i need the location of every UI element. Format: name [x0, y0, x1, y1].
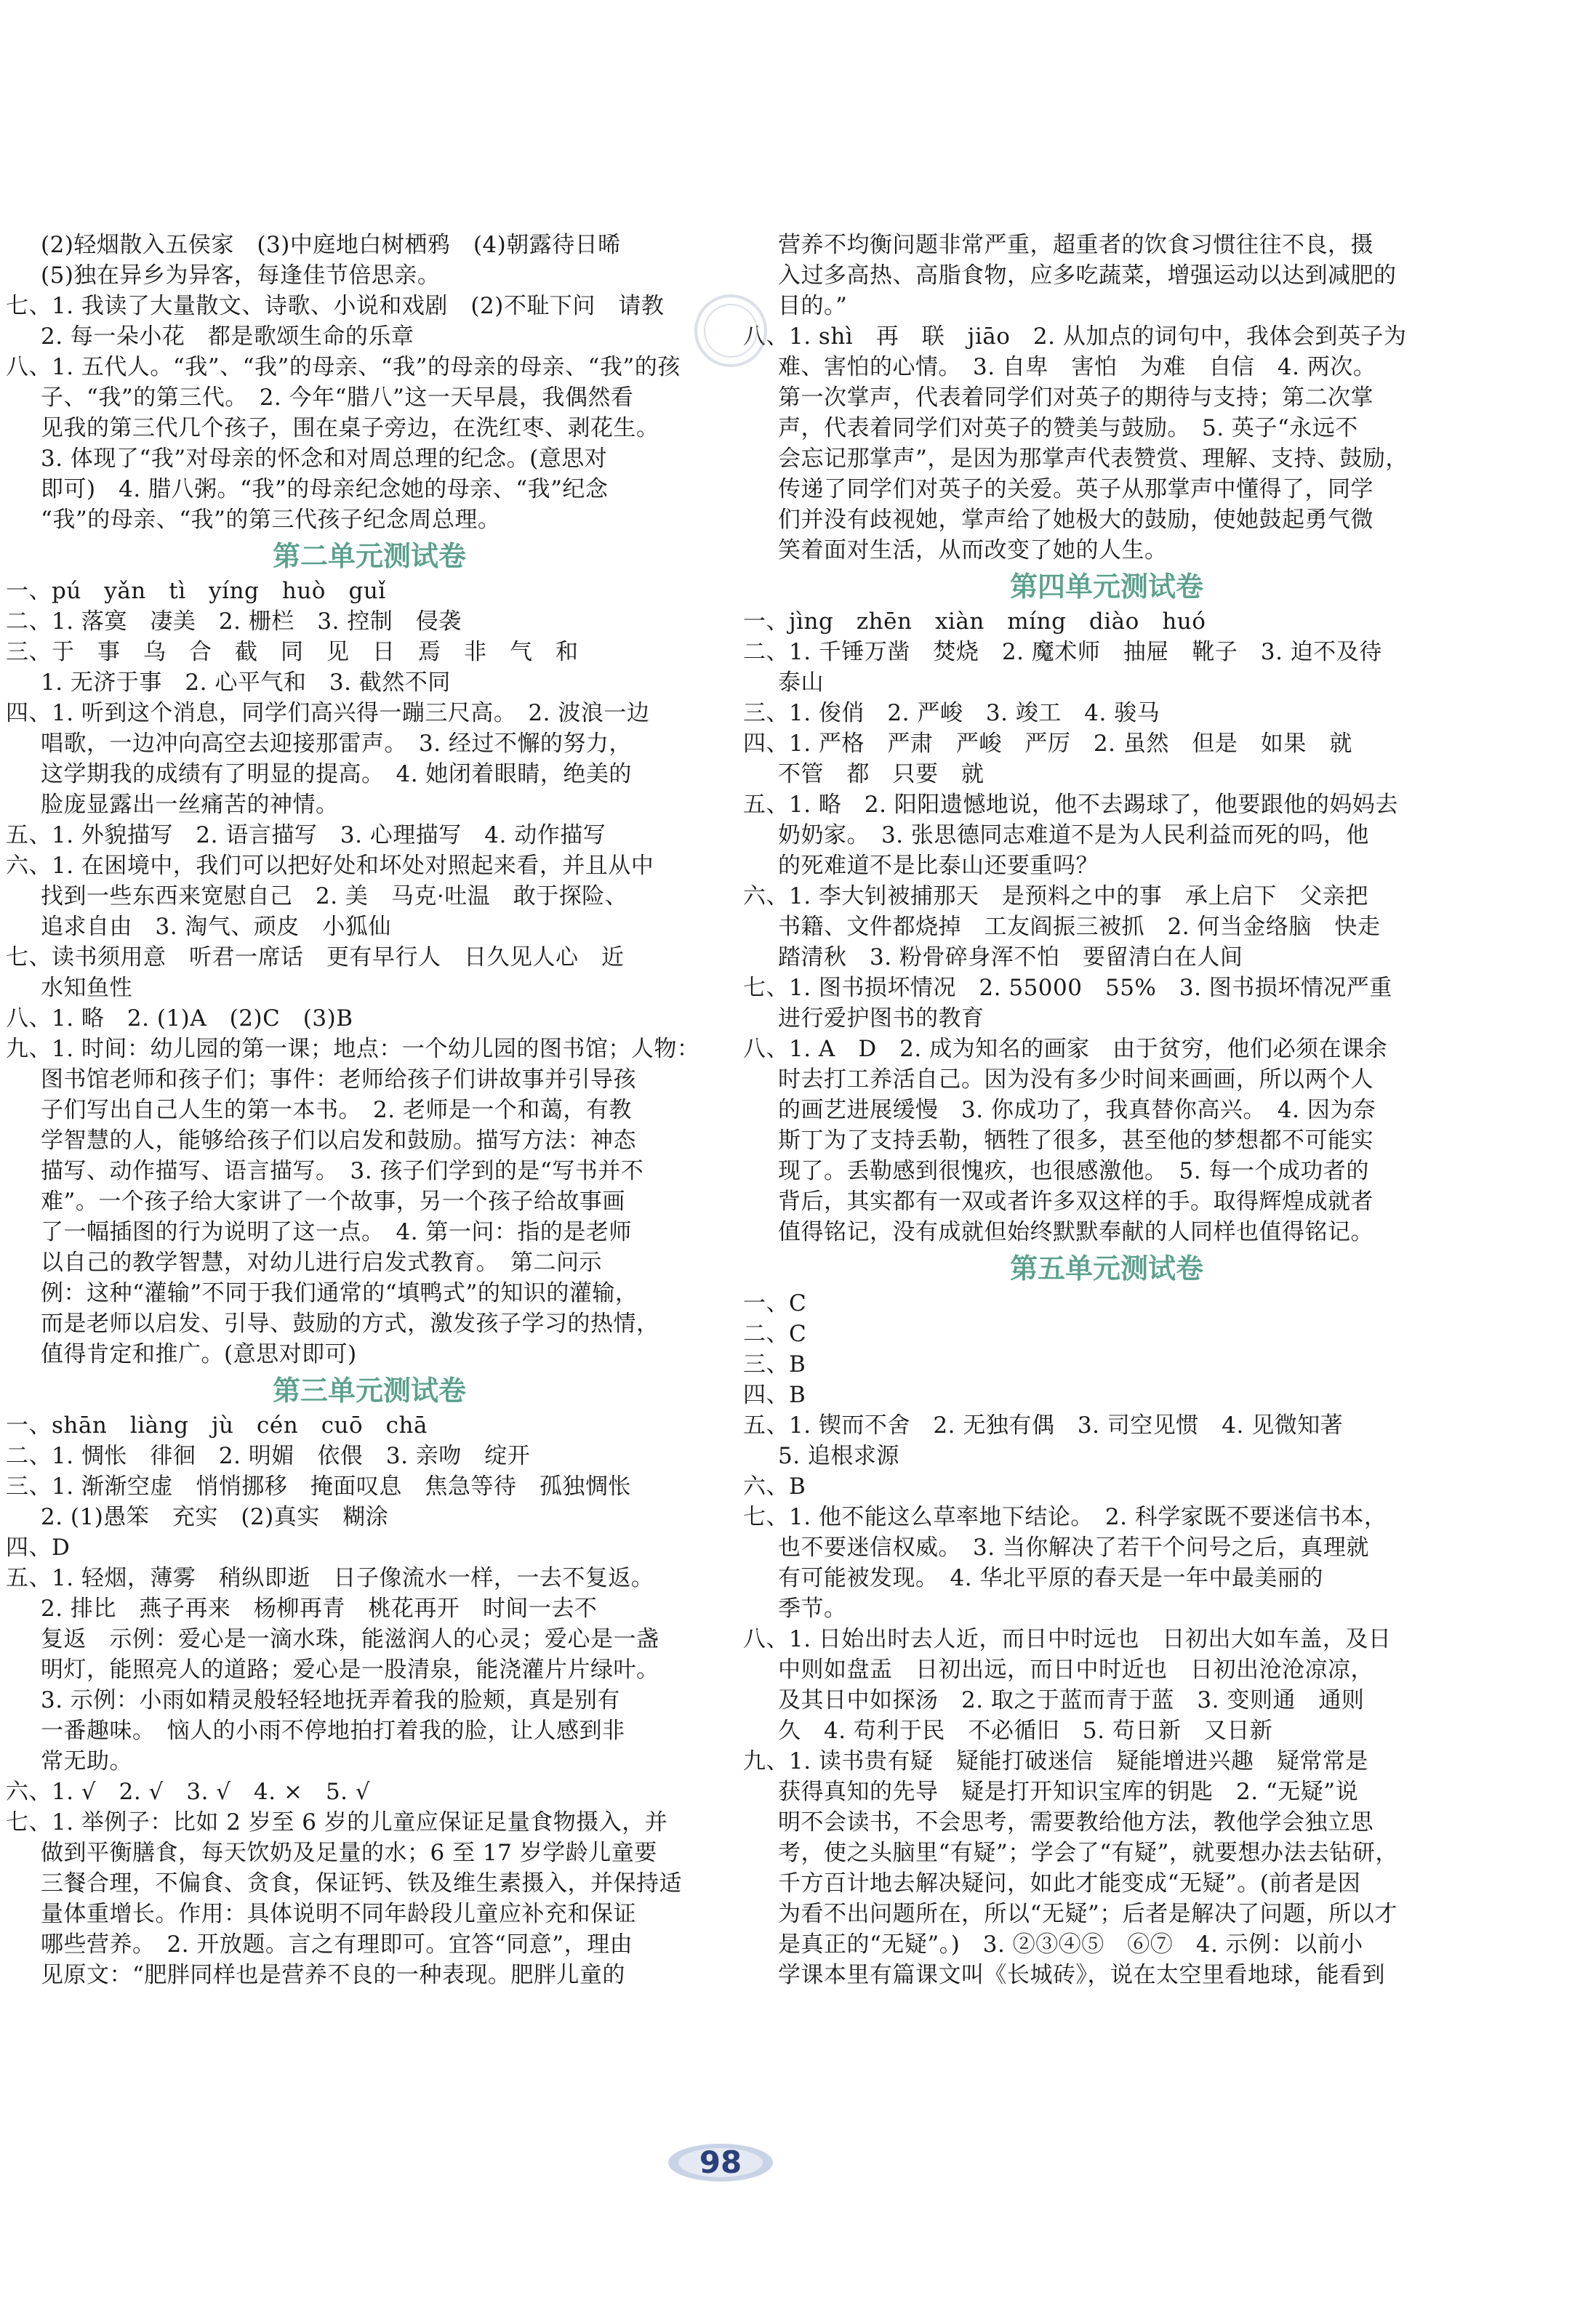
answer-line: 考，使之头脑里“有疑”；学会了“有疑”，就要想办法去钻研，: [778, 1840, 1398, 1866]
answer-line: 而是老师以启发、引导、鼓励的方式，激发孩子学习的热情，: [41, 1311, 659, 1337]
answer-line: 复返 示例：爱心是一滴水珠，能滋润人的心灵；爱心是一盏: [41, 1626, 659, 1652]
left-column: [6, 230, 733, 1990]
answer-line: 进行爱护图书的教育: [778, 1005, 985, 1032]
answer-line: 学智慧的人，能够给孩子们以启发和鼓励。描写方法：神态: [41, 1127, 636, 1154]
right-column: [743, 230, 1470, 1990]
answer-line: 学课本里有篇课文叫《长城砖》，说在太空里看地球，能看到: [778, 1962, 1385, 1988]
answer-line: 中则如盘盂 日初出远，而日中时近也 日初出沧沧凉凉，: [778, 1657, 1374, 1683]
answer-line: 脸庞显露出一丝痛苦的神情。: [41, 792, 339, 818]
answer-line: 三、1. 俊俏 2. 严峻 3. 竣工 4. 骏马: [743, 700, 1160, 726]
answer-line: 三餐合理，不偏食、贪食，保证钙、铁及维生素摄入，并保持适: [41, 1870, 682, 1897]
answer-line: 二、1. 惆怅 徘徊 2. 明媚 依偎 3. 亲吻 绽开: [6, 1443, 531, 1469]
answer-line: 六、B: [743, 1473, 806, 1500]
answer-line: 们并没有歧视她，掌声给了她极大的鼓励，使她鼓起勇气微: [778, 507, 1374, 533]
section-heading: 第二单元测试卷: [272, 540, 466, 572]
answer-line: 七、1. 图书损坏情况 2. 55000 55% 3. 图书损坏情况严重: [743, 975, 1392, 1001]
answer-line: 书籍、文件都烧掉 工友阎振三被抓 2. 何当金络脑 快走: [778, 914, 1381, 940]
answer-line: 入过多高热、高脂食物，应多吃蔬菜，增强运动以达到减肥的: [778, 262, 1397, 289]
answer-line: 二、1. 千锤万凿 焚烧 2. 魔术师 抽屉 靴子 3. 迫不及待: [743, 639, 1382, 665]
answer-line: 七、1. 举例子：比如 2 岁至 6 岁的儿童应保证足量食物摄入，并: [6, 1809, 668, 1836]
answer-line: 三、于 事 乌 合 截 同 见 日 焉 非 气 和: [6, 639, 579, 665]
answer-line: 八、1. shì 再 联 jiāo 2. 从加点的词句中，我体会到英子为: [743, 323, 1407, 350]
answer-line: 图书馆老师和孩子们；事件：老师给孩子们讲故事并引导孩: [41, 1066, 636, 1093]
answer-line: 五、1. 略 2. 阳阳遗憾地说，他不去踢球了，他要跟他的妈妈去: [743, 792, 1398, 818]
answer-line: 3. 示例：小雨如精灵般轻轻地抚弄着我的脸颊，真是别有: [41, 1687, 620, 1713]
answer-line: 声，代表着同学们对英子的赞美与鼓励。 5. 英子“永远不: [778, 415, 1358, 441]
answer-line: 难”。一个孩子给大家讲了一个故事，另一个孩子给故事画: [41, 1189, 625, 1215]
answer-line: 七、1. 他不能这么草率地下结论。 2. 科学家既不要迷信书本，: [743, 1504, 1387, 1530]
page-number: 98: [699, 2144, 742, 2180]
answer-line: 例：这种“灌输”不同于我们通常的“填鸭式”的知识的灌输，: [41, 1280, 638, 1306]
answer-line: 八、1. A D 2. 成为知名的画家 由于贫穷，他们必须在课余: [743, 1036, 1388, 1062]
answer-line: 千方百计地去解决疑问，如此才能变成“无疑”。(前者是因: [778, 1870, 1361, 1897]
answer-line: 找到一些东西来宽慰自己 2. 美 马克·吐温 敢于探险、: [41, 883, 628, 909]
answer-line: 3. 体现了“我”对母亲的怀念和对周总理的纪念。(意思对: [41, 446, 608, 472]
answer-line: 以自己的教学智慧，对幼儿进行启发式教育。 第二问示: [41, 1250, 602, 1276]
answer-line: 子、“我”的第三代。 2. 今年“腊八”这一天早晨，我偶然看: [41, 385, 634, 411]
answer-line: 六、1. √ 2. √ 3. √ 4. × 5. √: [6, 1779, 371, 1805]
answer-line: 五、1. 锲而不舍 2. 无独有偶 3. 司空见惯 4. 见微知著: [743, 1412, 1344, 1439]
answer-line: 有可能被发现。 4. 华北平原的春天是一年中最美丽的: [778, 1565, 1323, 1591]
answer-line: 八、1. 略 2. (1)A (2)C (3)B: [6, 1005, 353, 1032]
page-number-badge: [666, 2142, 775, 2184]
answer-line: 踏清秋 3. 粉骨碎身浑不怕 要留清白在人间: [778, 944, 1243, 970]
answer-line: 描写、动作描写、语言描写。 3. 孩子们学到的是“写书并不: [41, 1158, 644, 1184]
answer-line: 目的。”: [778, 293, 848, 319]
answer-line: 三、1. 渐渐空虚 悄悄挪移 掩面叹息 焦急等待 孤独惆怅: [6, 1473, 631, 1500]
answer-line: 久 4. 苟利于民 不必循旧 5. 苟日新 又日新: [778, 1718, 1273, 1744]
answer-line: 见我的第三代几个孩子，围在桌子旁边，在洗红枣、剥花生。: [41, 415, 659, 441]
answer-line: 四、B: [743, 1382, 806, 1408]
answer-line: 一、pú yǎn tì yíng huò guǐ: [6, 578, 386, 604]
answer-line: 四、D: [6, 1535, 71, 1561]
answer-line: 了一幅插图的行为说明了这一点。 4. 第一问：指的是老师: [41, 1219, 632, 1245]
answer-line: 获得真知的先导 疑是打开知识宝库的钥匙 2. “无疑”说: [778, 1779, 1359, 1805]
answer-line: 的画艺进展缓慢 3. 你成功了，我真替你高兴。 4. 因为奈: [778, 1097, 1376, 1123]
answer-line: 奶奶家。 3. 张思德同志难道不是为人民利益而死的吗，他: [778, 822, 1369, 848]
answer-line: 九、1. 时间：幼儿园的第一课；地点：一个幼儿园的图书馆；人物：: [6, 1036, 700, 1062]
answer-line: 泰山: [778, 670, 824, 696]
answer-line: 2. (1)愚笨 充实 (2)真实 糊涂: [41, 1504, 389, 1530]
answer-line: 常无助。: [41, 1748, 132, 1774]
answer-line: 明灯，能照亮人的道路；爱心是一股清泉，能浇灌片片绿叶。: [41, 1657, 659, 1683]
answer-line: 唱歌，一边冲向高空去迎接那雷声。 3. 经过不懈的努力，: [41, 731, 632, 757]
answer-line: 四、1. 严格 严肃 严峻 严厉 2. 虽然 但是 如果 就: [743, 731, 1352, 757]
answer-line: 是真正的“无疑”。) 3. ②③④⑤ ⑥⑦ 4. 示例：以前小: [778, 1931, 1363, 1958]
answer-line: 七、1. 我读了大量散文、诗歌、小说和戏剧 (2)不耻下问 请教: [6, 293, 665, 319]
answer-line: 斯丁为了支持丢勒，牺牲了很多，甚至他的梦想都不可能实: [778, 1127, 1374, 1154]
answer-line: 明不会读书，不会思考，需要教给他方法，教他学会独立思: [778, 1809, 1374, 1836]
answer-line: 六、1. 在困境中，我们可以把好处和坏处对照起来看，并且从中: [6, 853, 654, 879]
answer-line: 及其日中如探汤 2. 取之于蓝而青于蓝 3. 变则通 通则: [778, 1687, 1365, 1713]
answer-line: 六、1. 李大钊被捕那天 是预料之中的事 承上启下 父亲把: [743, 883, 1368, 909]
answer-line: (2)轻烟散入五侯家 (3)中庭地白树栖鸦 (4)朝露待日晞: [41, 232, 621, 258]
answer-line: 时去打工养活自己。因为没有多少时间来画画，所以两个人: [778, 1066, 1374, 1093]
answer-line: 见原文：“肥胖同样也是营养不良的一种表现。肥胖儿童的: [41, 1962, 625, 1988]
answer-line: 传递了同学们对英子的关爱。英子从那掌声中懂得了，同学: [778, 476, 1374, 502]
answer-line: 不管 都 只要 就: [778, 761, 985, 787]
answer-line: 2. 每一朵小花 都是歌颂生命的乐章: [41, 323, 414, 350]
answer-line: 1. 无济于事 2. 心平气和 3. 截然不同: [41, 670, 451, 696]
section-heading: 第五单元测试卷: [1009, 1253, 1203, 1284]
answer-line: 八、1. 日始出时去人近，而日中时远也 日初出大如车盖，及日: [743, 1626, 1392, 1652]
answer-line: 也不要迷信权威。 3. 当你解决了若干个问号之后，真理就: [778, 1535, 1369, 1561]
answer-line: 第一次掌声，代表着同学们对英子的期待与支持；第二次掌: [778, 385, 1374, 411]
answer-line: 水知鱼性: [41, 975, 132, 1001]
answer-line: 值得铭记，没有成就但始终默默奉献的人同样也值得铭记。: [778, 1219, 1374, 1245]
answer-line: 笑着面对生活，从而改变了她的人生。: [778, 537, 1168, 563]
answer-line: 一、C: [743, 1290, 807, 1316]
answer-line: 季节。: [778, 1596, 847, 1622]
answer-line: 背后，其实都有一双或者许多双这样的手。取得辉煌成就者: [778, 1189, 1374, 1215]
answer-line: 做到平衡膳食，每天饮奶及足量的水；6 至 17 岁学龄儿童要: [41, 1840, 657, 1866]
answer-line: 九、1. 读书贵有疑 疑能打破迷信 疑能增进兴趣 疑常常是: [743, 1748, 1368, 1774]
answer-line: 2. 排比 燕子再来 杨柳再青 桃花再开 时间一去不: [41, 1596, 598, 1622]
answer-line: “我”的母亲、“我”的第三代孩子纪念周总理。: [41, 507, 501, 533]
answer-line: 哪些营养。 2. 开放题。言之有理即可。宜答“同意”，理由: [41, 1931, 633, 1958]
answer-line: 子们写出自己人生的第一本书。 2. 老师是一个和蔼，有教: [41, 1097, 632, 1123]
answer-line: 现了。丢勒感到很愧疚，也很感激他。 5. 每一个成功者的: [778, 1158, 1369, 1184]
answer-line: 为看不出问题所在，所以“无疑”；后者是解决了问题，所以才: [778, 1901, 1397, 1927]
watermark-stamp: [691, 291, 771, 371]
answer-line: (5)独在异乡为异客，每逢佳节倍思亲。: [41, 262, 441, 289]
answer-line: 即可) 4. 腊八粥。“我”的母亲纪念她的母亲、“我”纪念: [41, 476, 609, 502]
answer-line: 八、1. 五代人。“我”、“我”的母亲、“我”的母亲的母亲、“我”的孩: [6, 354, 681, 380]
answer-line: 四、1. 听到这个消息，同学们高兴得一蹦三尺高。 2. 波浪一边: [6, 700, 650, 726]
answer-line: 二、1. 落寞 凄美 2. 栅栏 3. 控制 侵袭: [6, 608, 462, 635]
answer-line: 一、jìng zhēn xiàn míng diào huó: [743, 608, 1206, 635]
answer-line: 这学期我的成绩有了明显的提高。 4. 她闭着眼睛，绝美的: [41, 761, 632, 787]
answer-line: 的死难道不是比泰山还要重吗？: [778, 853, 1099, 879]
answer-line: 一、shān liàng jù cén cuō chā: [6, 1412, 428, 1439]
answer-line: 七、读书须用意 听君一席话 更有早行人 日久见人心 近: [6, 944, 625, 970]
answer-line: 难、害怕的心情。 3. 自卑 害怕 为难 自信 4. 两次。: [778, 354, 1376, 380]
answer-line: 5. 追根求源: [778, 1443, 899, 1469]
answer-line: 营养不均衡问题非常严重，超重者的饮食习惯往往不良，摄: [778, 232, 1374, 258]
answer-line: 三、B: [743, 1351, 806, 1378]
answer-line: 值得肯定和推广。(意思对即可): [41, 1341, 357, 1367]
answer-line: 二、C: [743, 1321, 807, 1347]
answer-line: 一番趣味。 恼人的小雨不停地拍打着我的脸，让人感到非: [41, 1718, 625, 1744]
section-heading: 第四单元测试卷: [1009, 571, 1203, 603]
section-heading: 第三单元测试卷: [272, 1375, 466, 1407]
answer-line: 会忘记那掌声”，是因为那掌声代表赞赏、理解、支持、鼓励，: [778, 446, 1408, 472]
answer-line: 五、1. 外貌描写 2. 语言描写 3. 心理描写 4. 动作描写: [6, 822, 606, 848]
answer-line: 量体重增长。作用：具体说明不同年龄段儿童应补充和保证: [41, 1901, 636, 1927]
answer-line: 追求自由 3. 淘气、顽皮 小狐仙: [41, 914, 391, 940]
answer-line: 五、1. 轻烟，薄雾 稍纵即逝 日子像流水一样，一去不复返。: [6, 1565, 654, 1591]
